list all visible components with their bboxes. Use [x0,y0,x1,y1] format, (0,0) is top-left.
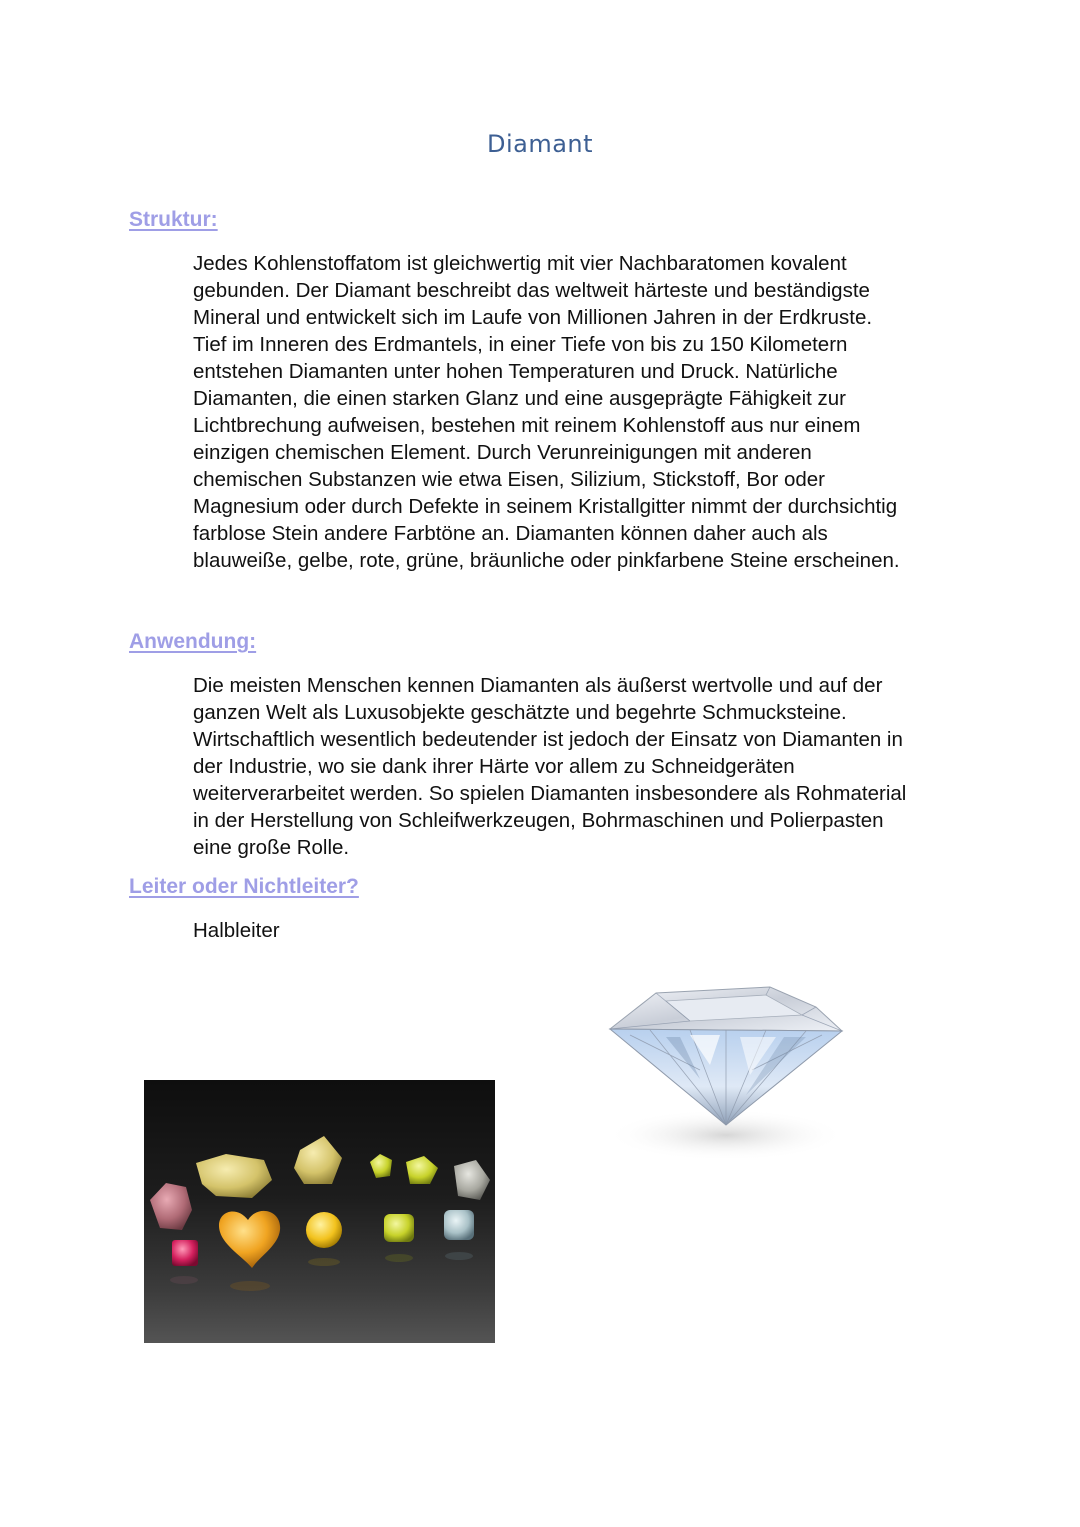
text-line: chemischen Substanzen wie etwa Eisen, Silizium, Stickstoff, Bor oder [193,468,825,491]
text-line: entstehen Diamanten unter hohen Temperaturen und Druck. Natürliche [193,360,838,383]
text-line: in der Herstellung von Schleifwerkzeugen, Bohrmaschinen und Polierpasten [193,809,884,832]
text-line: Mineral und entwickelt sich im Laufe von Millionen Jahren in der Erdkruste. [193,306,873,329]
text-line: ganzen Welt als Luxusobjekte geschätzte und begehrte Schmucksteine. [193,701,847,724]
gold-round-diamond [306,1212,342,1248]
red-square-diamond [172,1240,198,1266]
brilliant-diamond-image [570,975,970,1205]
text-line: gebunden. Der Diamant beschreibt das weltweit härteste und beständigste [193,279,870,302]
answer-text: Halbleiter [193,919,280,942]
text-line: Wirtschaftlich wesentlich bedeutender ist jedoch der Einsatz von Diamanten in [193,728,903,751]
section-heading-anwendung: Anwendung: [129,630,257,653]
lime-cushion-diamond [384,1214,414,1242]
section-heading-struktur: Struktur: [129,208,218,231]
lime-rough-diamond [406,1156,438,1184]
brilliant-diamond-illustration [570,975,970,1205]
text-line: Tief im Inneren des Erdmantels, in einer Tiefe von bis zu 150 Kilometern [193,333,848,356]
paragraph-struktur [193,250,963,574]
yellow-triangle-rough-diamond [294,1136,342,1184]
text-line: farblose Stein andere Farbtöne an. Diamanten können daher auch als [193,522,828,545]
colored-diamonds-image [144,1080,495,1343]
colored-diamonds-illustration [144,1080,495,1343]
text-line: Die meisten Menschen kennen Diamanten als äußerst wertvolle und auf der [193,674,883,697]
text-line: Diamanten, die einen starken Glanz und eine ausgeprägte Fähigkeit zur [193,387,846,410]
yellow-rough-diamond [196,1154,272,1198]
small-yellow-rough-diamond [370,1154,392,1178]
orange-heart-diamond [219,1211,280,1268]
page-title: Diamant [486,130,594,158]
text-line: weiterverarbeitet werden. So spielen Diamanten insbesondere als Rohmaterial [193,782,907,805]
text-line: der Industrie, wo sie dank ihrer Härte vor allem zu Schneidgeräten [193,755,795,778]
text-line: Magnesium oder durch Defekte in seinem Kristallgitter nimmt der durchsichtig [193,495,898,518]
grey-rough-diamond [454,1160,490,1200]
blue-cushion-diamond [444,1210,474,1240]
paragraph-anwendung [193,672,963,861]
text-line: Jedes Kohlenstoffatom ist gleichwertig mit vier Nachbaratomen kovalent [193,252,847,275]
section-heading-leiter: Leiter oder Nichtleiter? [129,875,359,898]
text-line: eine große Rolle. [193,836,350,859]
pink-rough-diamond [150,1183,192,1230]
text-line: einzigen chemischen Element. Durch Verunreinigungen mit anderen [193,441,812,464]
text-line: Lichtbrechung aufweisen, bestehen mit reinem Kohlenstoff aus nur einem [193,414,861,437]
text-line: blauweiße, gelbe, rote, grüne, bräunliche oder pinkfarbene Steine erscheinen. [193,549,900,572]
